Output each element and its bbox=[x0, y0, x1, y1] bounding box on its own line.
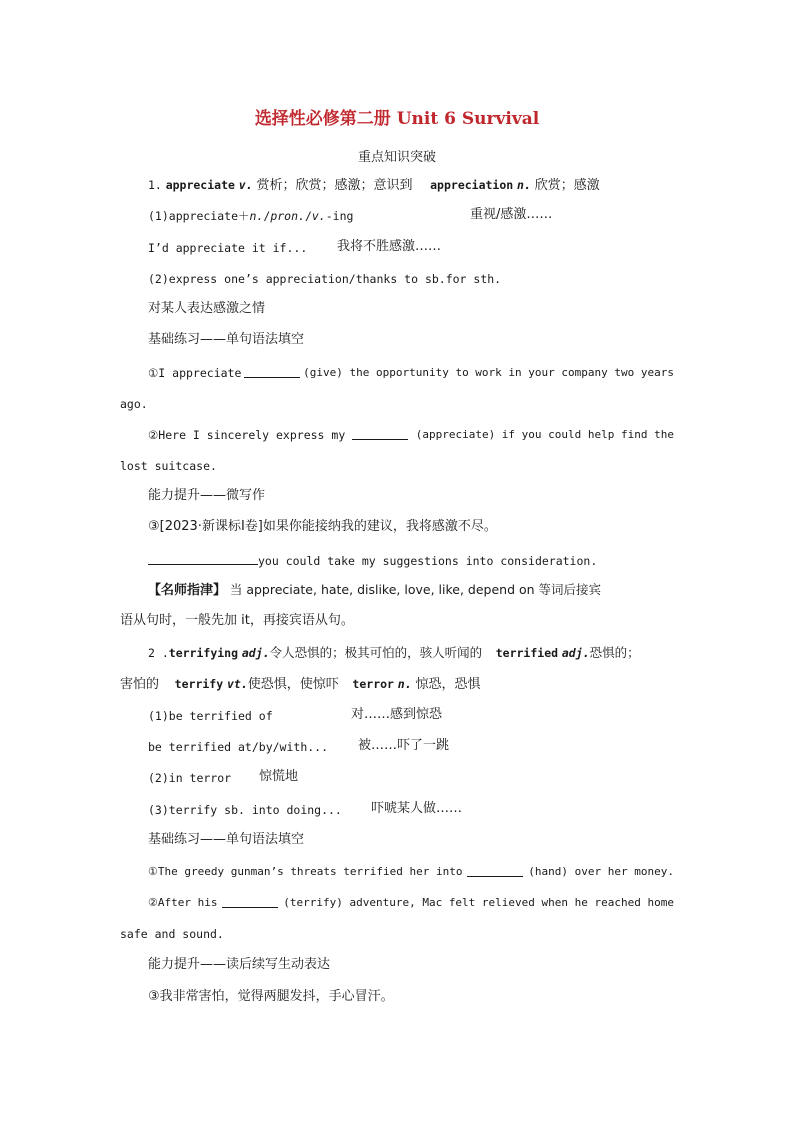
exercise-line: ③我非常害怕，觉得两腿发抖，手心冒汗。 bbox=[148, 989, 394, 1004]
phrase-meaning: 重视/感激…… bbox=[470, 207, 553, 222]
phrase-line: be terrified at/by/with... bbox=[148, 740, 329, 754]
phrase-meaning: 吓唬某人做…… bbox=[371, 801, 463, 816]
exercise-line: safe and sound. bbox=[120, 927, 224, 941]
headword-appreciation: appreciation bbox=[430, 178, 514, 192]
phrase-meaning: 对……感到惊恐 bbox=[351, 707, 443, 722]
tip-label: 【名师指津】 bbox=[148, 583, 227, 598]
item1-heading: 1. appreciate v. 赏析；欣赏；感激；意识到 appreciation n. 欣赏；感激 bbox=[148, 178, 600, 193]
phrase-meaning: 对某人表达感激之情 bbox=[148, 301, 266, 316]
page-subtitle: 重点知识突破 bbox=[357, 150, 436, 165]
exercise-line: ①I appreciate (give) the opportunity to work in your company two years bbox=[148, 366, 674, 380]
item2-heading-cont: 害怕的 terrify vt.使恐惧，使惊吓 terror n. 惊恐，恐惧 bbox=[120, 677, 481, 692]
phrase-line: (2)express one’s appreciation/thanks to sb.for sth. bbox=[148, 272, 502, 286]
answer-blank[interactable] bbox=[467, 864, 523, 877]
phrase-line: (3)terrify sb. into doing... bbox=[148, 803, 342, 817]
exercise-line: you could take my suggestions into consideration. bbox=[148, 552, 597, 569]
answer-blank[interactable] bbox=[244, 365, 300, 378]
answer-blank[interactable] bbox=[352, 427, 408, 440]
section-label: 基础练习——单句语法填空 bbox=[148, 832, 305, 847]
section-label: 能力提升——微写作 bbox=[148, 488, 266, 503]
section-label: 能力提升——读后续写生动表达 bbox=[148, 957, 331, 972]
exercise-line: lost suitcase. bbox=[120, 459, 217, 473]
phrase-meaning: 被……吓了一跳 bbox=[358, 738, 450, 753]
exercise-line: ②After his (terrify) adventure, Mac felt relieved when he reached home bbox=[148, 896, 674, 909]
headword-terrified: terrified bbox=[495, 646, 559, 660]
headword-terrify: terrify bbox=[174, 677, 224, 691]
answer-blank[interactable] bbox=[222, 895, 278, 908]
tip-line: 【名师指津】 当 appreciate, hate, dislike, love, like, depend on 等词后接宾 bbox=[148, 582, 602, 598]
phrase-meaning: 我将不胜感激…… bbox=[337, 239, 442, 254]
exercise-line: ago. bbox=[120, 397, 148, 411]
exercise-line: ②Here I sincerely express my (appreciate) if you could help find the bbox=[148, 428, 674, 442]
item2-heading: 2 .terrifying adj.令人恐惧的；极其可怕的，骇人听闻的 terrified adj.恐惧的； bbox=[148, 645, 640, 660]
headword-terrifying: terrifying bbox=[168, 646, 239, 660]
phrase-line: (2)in terror bbox=[148, 771, 232, 785]
phrase-meaning: 惊慌地 bbox=[259, 769, 299, 784]
page-title: 选择性必修第二册 Unit 6 Survival bbox=[254, 109, 540, 129]
phrase-line: (1)appreciate＋n./pron./v.-ing bbox=[148, 209, 354, 223]
phrase-line: I’d appreciate it if... bbox=[148, 241, 308, 255]
answer-blank[interactable] bbox=[148, 552, 258, 565]
exercise-line: ①The greedy gunman’s threats terrified her into (hand) over her money. bbox=[148, 865, 674, 878]
headword-appreciate: appreciate bbox=[165, 178, 235, 192]
section-label: 基础练习——单句语法填空 bbox=[148, 332, 305, 347]
exercise-line: ③[2023·新课标Ⅰ卷]如果你能接纳我的建议，我将感激不尽。 bbox=[148, 519, 497, 534]
headword-terror: terror bbox=[352, 677, 394, 691]
tip-line: 语从句时，一般先加 it，再接宾语从句。 bbox=[120, 613, 354, 628]
phrase-line: (1)be terrified of bbox=[148, 709, 273, 723]
